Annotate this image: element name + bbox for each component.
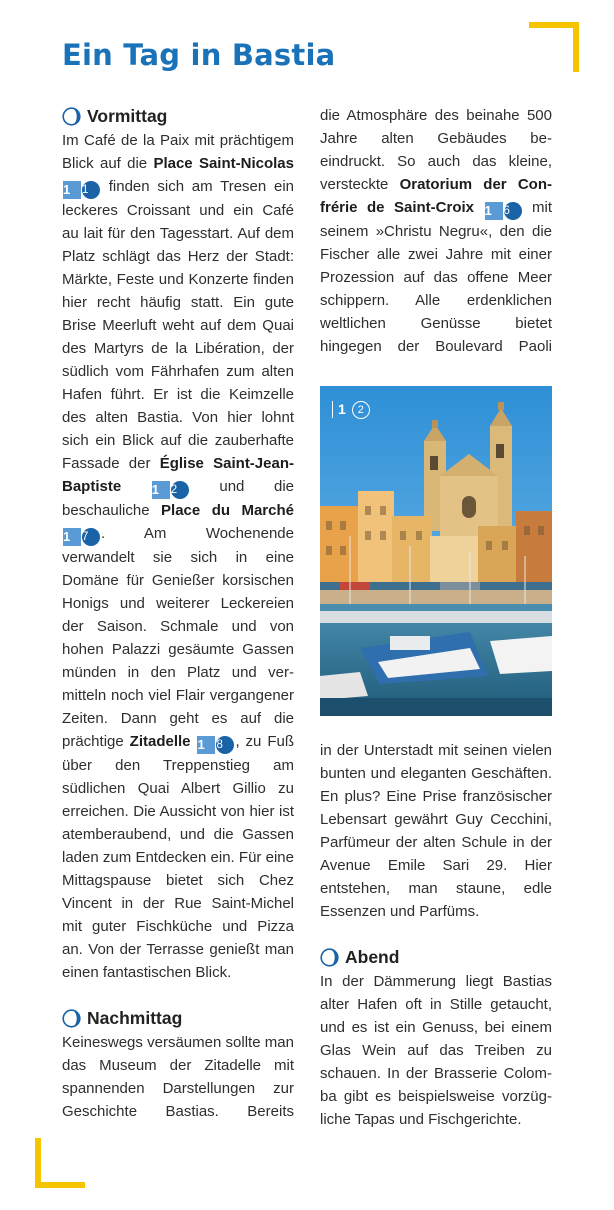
text-run: mit seinem »Christu Negru«, den die Fischer alle zwei Jahre mit einer Prozession auf das offene Meer schippern. Alle erdenklichen weltlichen Genüsse bietet hingegen der Boulevard Paoli	[320, 199, 552, 355]
map-reference[interactable]	[63, 181, 100, 199]
photo-map-reference	[332, 398, 370, 421]
map-page-badge: 1	[485, 202, 503, 220]
half-moon-icon	[62, 1009, 81, 1028]
corner-mark-bottom-left-h	[35, 1182, 85, 1188]
section-heading-abend	[320, 945, 552, 970]
place-name: Place du Marché	[161, 502, 294, 519]
map-reference[interactable]	[152, 481, 189, 499]
corner-mark-top-right-v	[573, 22, 579, 72]
map-page-badge: 1	[338, 401, 346, 417]
map-number-badge: 6	[504, 202, 522, 220]
corner-mark-bottom-left-v	[35, 1138, 41, 1188]
place-name: Oratorium der Confrérie de Saint-Croix	[320, 176, 552, 216]
half-moon-icon	[320, 948, 339, 967]
map-page-badge: 1	[197, 736, 215, 754]
paragraph-nachmittag: Keineswegs versäumen sollte man das Museum der Zitadelle mit spannenden Darstellungen zur Geschichte Bastias. Bereits	[62, 1034, 294, 1120]
map-page-badge: 1	[63, 528, 81, 546]
place-name: Place Saint-Nicolas	[153, 155, 294, 172]
text-run: finden sich am Tresen ein leckeres Croissant und ein Café au lait für den Tagesstart. Auf dem Platz schlägt das Herz der Stadt: Märkte, Feste und Konzerte finden hier recht häufig statt. Ein gute Brise Meerluft weht auf dem Quai des Martyrs de la Libération, der südlich vom Fährhafen zum alten Hafen führt. Er ist die Keimzelle des alten Bastia. Von hier lohnt sich ein Blick auf die zauberhafte Fassade der	[62, 178, 294, 472]
map-number-badge: 2	[171, 481, 189, 499]
paragraph-nachmittag-continued	[320, 104, 552, 358]
text-run: . Am Wochenende verwandelt sie sich in eine Domäne für Genießer korsischen Honigs und weiterer Leckereien der Saison. Schmale und von hohen Palazzi gesäumte Gassen münden in den Platz und vermitteln noch viel Flair vergangener Zeiten. Dann geht es auf die prächtige	[62, 525, 294, 750]
section-title: Vormittag	[87, 106, 168, 126]
map-reference[interactable]	[485, 202, 522, 220]
map-page-badge: 1	[63, 181, 81, 199]
corner-mark-top-right-h	[529, 22, 579, 28]
text-run: , zu Fuß über den Treppenstieg am südlichen Quai Albert Gillio zu erreichen. Die Aussicht von hier ist atemberaubend, und die Gassen laden zum Entdecken ein. Für eine Mittagspause bietet sich Chez Vincent in der Rue Saint-Michel mit guter Fischküche und Pizza an. Von der Terrasse genießt man einen fantastischen Blick.	[62, 733, 295, 981]
map-reference[interactable]	[63, 528, 100, 546]
paragraph-abend: In der Dämmerung liegt Bastias alter Hafen oft in Stille getaucht, und es ist ein Genuss, bei einem Glas Wein auf das Treiben zu schauen. In der Brasserie Colomba gibt es beispielsweise vorzügliche Tapas und Fischgerichte.	[320, 973, 552, 1128]
map-number-badge: 8	[216, 736, 234, 754]
photo-bastia-harbour	[320, 386, 552, 716]
place-name: Zitadelle	[129, 733, 191, 750]
map-reference[interactable]	[197, 736, 234, 754]
right-column	[320, 104, 552, 1131]
left-column	[62, 104, 294, 1123]
map-number-badge: 2	[352, 401, 370, 419]
text-run: und die beschauliche	[62, 478, 294, 519]
text-run: die Atmosphäre des beinahe 500 Jahre alten Gebäudes beeindruckt. So auch das kleine, versteckte	[320, 107, 552, 193]
paragraph-vormittag	[62, 129, 294, 984]
section-title: Abend	[345, 947, 400, 967]
section-title: Nachmittag	[87, 1008, 183, 1028]
half-moon-icon	[62, 107, 81, 126]
map-number-badge: 1	[82, 181, 100, 199]
map-number-badge: 7	[82, 528, 100, 546]
section-heading-nachmittag	[62, 1006, 294, 1031]
section-heading-vormittag	[62, 104, 294, 129]
map-page-badge: 1	[152, 481, 170, 499]
paragraph-nachmittag-end: in der Unterstadt mit seinen vielen bunten und eleganten Geschäften. En plus? Eine Prise französischer Lebensart gewährt Guy Cecchini, Parfümeur der alten Schule in der Avenue Emile Sari 29. Hier entstehen, man staune, edle Essenzen und Parfüms.	[320, 742, 552, 920]
page-title: Ein Tag in Bastia	[62, 38, 336, 72]
place-name: Église Saint-Jean-Baptiste	[62, 455, 294, 495]
text-run: Im Café de la Paix mit prächtigem Blick auf die	[62, 132, 294, 172]
